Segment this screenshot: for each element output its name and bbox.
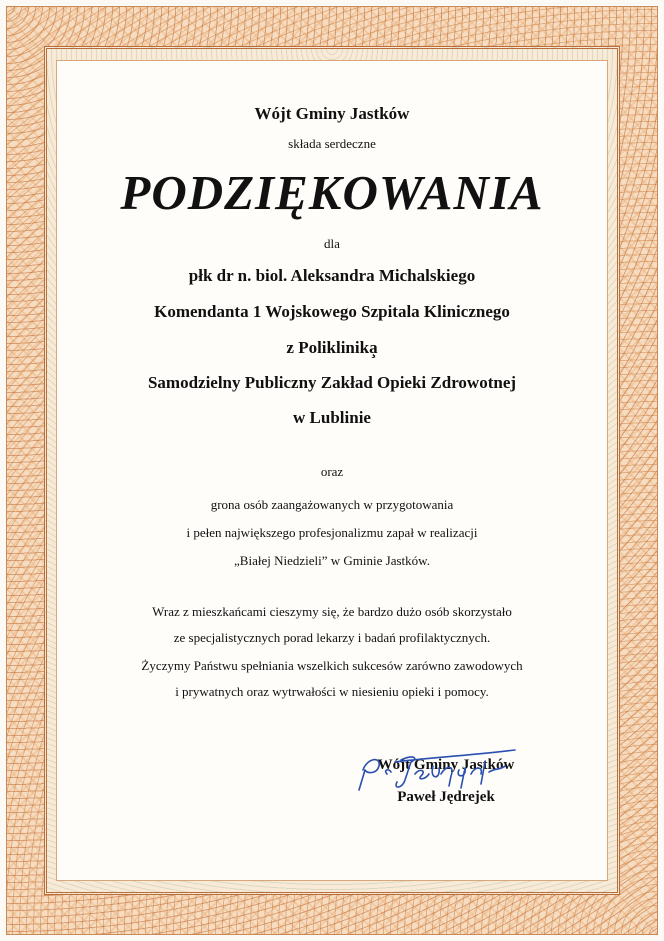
signature-title: Wójt Gminy Jastków bbox=[377, 757, 515, 773]
signature-name: Paweł Jędrejek bbox=[397, 789, 495, 805]
paragraph-line: „Białej Niedzieli” w Gminie Jastków. bbox=[234, 553, 430, 568]
wishes-line: ze specjalistycznych porad lekarzy i badań profilaktycznych. bbox=[173, 630, 491, 645]
handwritten-signature bbox=[355, 740, 525, 796]
wishes-line: Wraz z mieszkańcami cieszymy się, że bardzo dużo osób skorzystało bbox=[152, 604, 512, 619]
recipient-line: z Poliklinika̧ bbox=[286, 338, 378, 357]
issuer-heading: Wójt Gminy Jastków bbox=[254, 104, 410, 123]
certificate-title: PODZIĘKOWANIA bbox=[120, 165, 544, 220]
and-word: oraz bbox=[320, 464, 344, 479]
for-word: dla bbox=[324, 236, 340, 251]
intro-text: składa serdeczne bbox=[288, 136, 376, 151]
recipient-line: Samodzielny Publiczny Zakład Opieki Zdrowotnej bbox=[147, 373, 517, 392]
recipient-line: Komendanta 1 Wojskowego Szpitala Klinicznego bbox=[154, 302, 510, 321]
wishes-line: i prywatnych oraz wytrwałości w niesieniu opieki i pomocy. bbox=[175, 684, 489, 699]
recipient-line: w Lublinie bbox=[293, 408, 371, 427]
paragraph-line: grona osób zaangażowanych w przygotowania bbox=[210, 497, 454, 512]
wishes-line: Życzymy Państwu spełniania wszelkich sukcesów zarówno zawodowych bbox=[141, 658, 523, 673]
recipient-line: płk dr n. biol. Aleksandra Michalskiego bbox=[188, 266, 476, 285]
paragraph-line: i pełen największego profesjonalizmu zapał w realizacji bbox=[186, 525, 478, 540]
certificate-content bbox=[56, 60, 608, 881]
